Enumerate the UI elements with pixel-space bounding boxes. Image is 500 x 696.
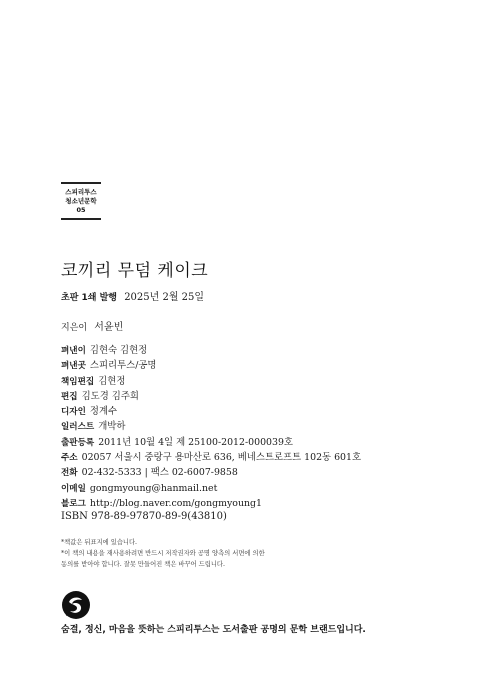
credit-label: 블로그 [61, 498, 86, 509]
credit-designer [61, 404, 461, 419]
credit-address [61, 450, 461, 465]
author-name: 서윤빈 [94, 322, 124, 333]
credit-registration [61, 435, 461, 450]
credit-label: 펴낸이 [61, 346, 86, 356]
copyright-notes [61, 537, 265, 570]
credit-value: 02-432-5333 | 팩스 02-6007-9858 [81, 467, 238, 479]
credit-label: 이메일 [61, 483, 86, 494]
credit-phone [61, 465, 461, 480]
credit-label: 책임편집 [61, 376, 95, 387]
credits-list [61, 343, 461, 511]
series-badge [61, 182, 101, 220]
credit-value: 정계수 [89, 406, 118, 418]
credit-value: 개박하 [98, 421, 126, 433]
edition-info [61, 288, 204, 303]
credit-label: 디자인 [61, 407, 86, 418]
credit-value: 스피리투스/공명 [89, 360, 157, 372]
credit-value: 2011년 10월 4일 제 25100-2012-000039호 [98, 436, 293, 448]
credit-value: 02057 서울시 중랑구 용마산로 636, 베네스트로프트 102동 601호 [81, 452, 362, 464]
credit-email [61, 481, 461, 496]
book-title: 코끼리 무덤 케이크 [61, 261, 209, 281]
credit-value: 김도경 김주희 [81, 390, 139, 402]
credit-label: 편집 [61, 391, 78, 402]
series-line-2: 청소년문학 [65, 197, 97, 205]
series-number: 05 [76, 206, 86, 214]
author-info [61, 318, 123, 333]
brand-tagline: 숨결, 정신, 마음을 뜻하는 스피리투스는 도서출판 공명의 문학 브랜드입니다. [61, 625, 366, 635]
credit-value: 김현정 [98, 375, 126, 387]
credit-label: 전화 [61, 468, 78, 479]
series-line-1: 스피리투스 [65, 188, 97, 196]
edition-date: 2025년 2월 25일 [124, 292, 205, 303]
note-line: *이 책의 내용을 재사용하려면 반드시 저작권자와 공명 양측의 서면에 의한 [61, 550, 265, 557]
credit-value: gongmyoung@hanmail.net [89, 482, 218, 494]
credit-value: http://blog.naver.com/gongmyoung1 [89, 497, 262, 509]
spiritus-logo-icon [60, 589, 92, 621]
note-line: *책값은 뒤표지에 있습니다. [61, 539, 138, 546]
credit-publisher [61, 343, 461, 358]
credit-value: 김현숙 김현정 [89, 345, 148, 356]
note-line: 동의를 받아야 합니다. 잘못 만들어진 책은 바꾸어 드립니다. [61, 561, 226, 568]
credit-label: 일러스트 [61, 422, 95, 433]
credit-label: 출판등록 [61, 437, 95, 448]
credit-blog [61, 496, 461, 511]
credit-editors [61, 389, 461, 404]
author-label: 지은이 [61, 323, 88, 333]
edition-label: 초판 1쇄 발행 [61, 293, 117, 303]
credit-label: 펴낸곳 [61, 361, 86, 372]
credit-illustrator [61, 419, 461, 434]
credit-label: 주소 [61, 453, 78, 464]
credit-chief-editor [61, 374, 461, 389]
isbn: ISBN 978-89-97870-89-9(43810) [61, 511, 227, 522]
credit-publishing-house [61, 358, 461, 373]
